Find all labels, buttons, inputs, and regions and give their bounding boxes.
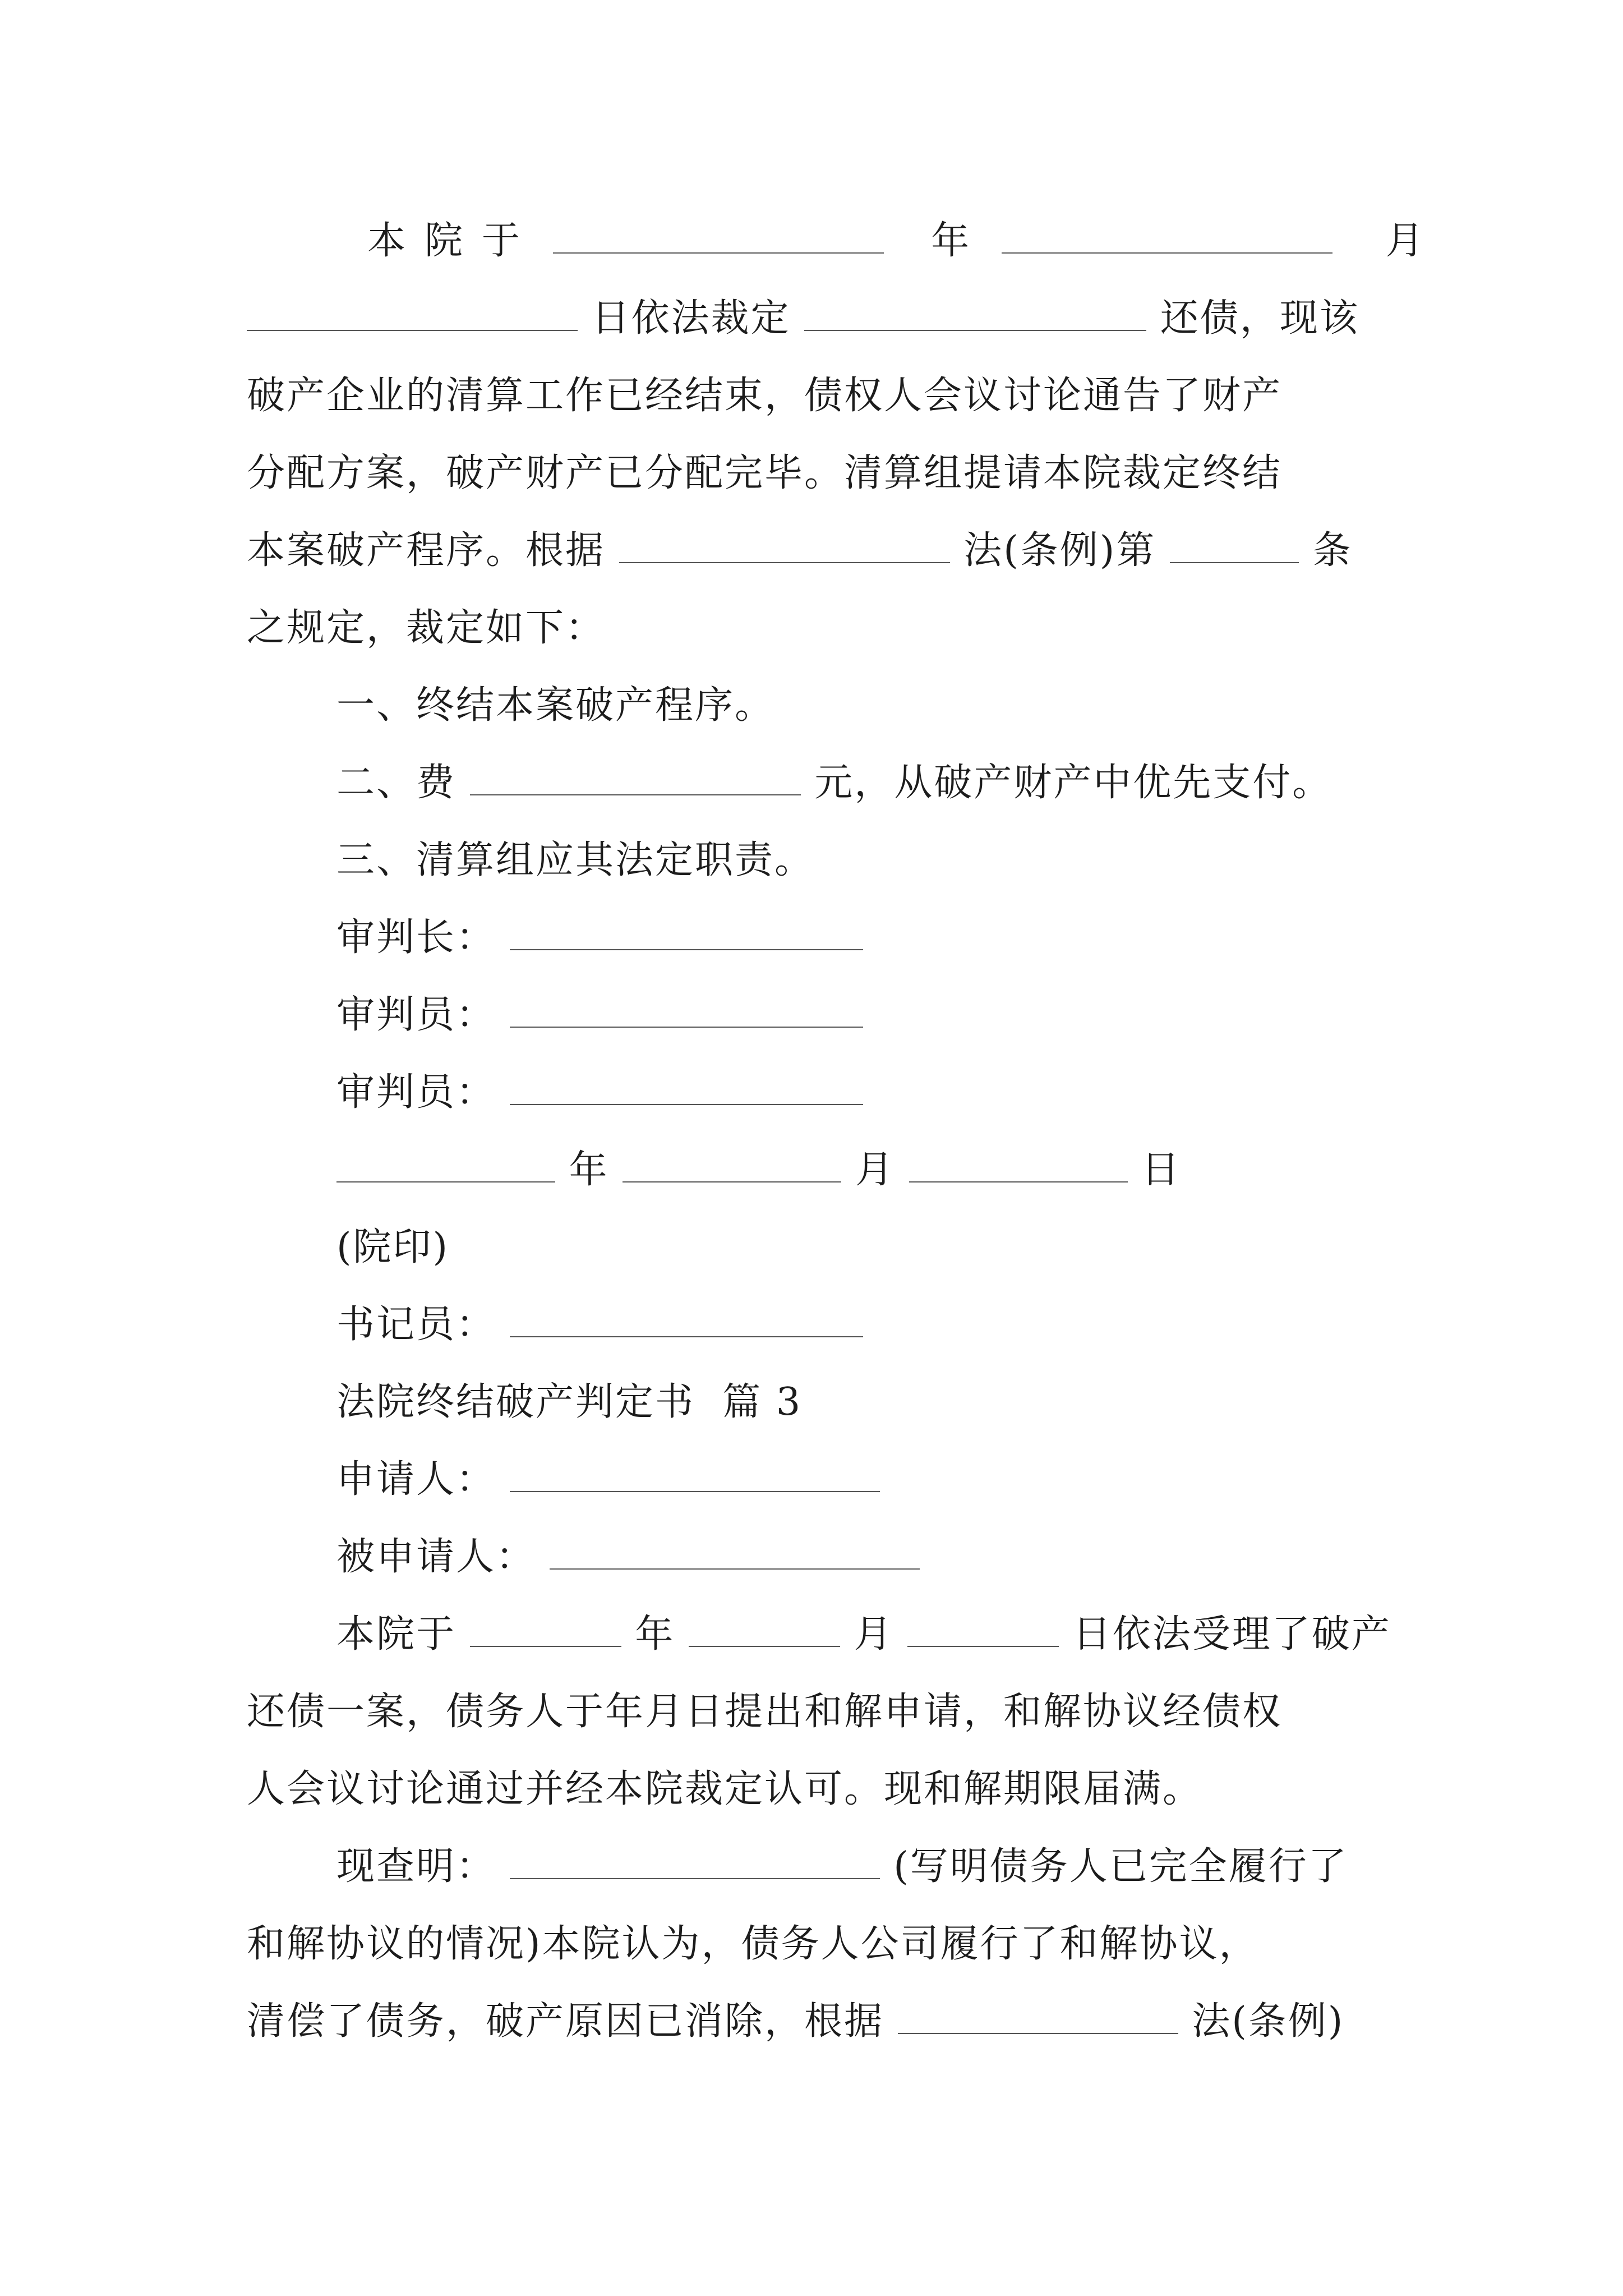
p2-line-3: 人会议讨论通过并经本院裁定认可。现和解期限届满。 (247, 1767, 1203, 1811)
month-field[interactable] (623, 1142, 841, 1182)
text: 清偿了债务，破产原因已消除，根据 (247, 1999, 884, 2044)
section-title: 法院终结破产判定书 篇 3 (336, 1380, 803, 1424)
blank-field[interactable] (898, 1994, 1178, 2034)
signature-field[interactable] (510, 1065, 863, 1105)
p2-line-1 (336, 1607, 1391, 1663)
ruling-item-1: 一、终结本案破产程序。 (336, 683, 775, 728)
findings-field[interactable] (510, 1839, 880, 1879)
label: 审判员： (336, 1070, 496, 1115)
p1-line-6: 之规定，裁定如下： (247, 606, 606, 650)
court-seal: (院印) (336, 1225, 450, 1269)
text: 条 (1312, 528, 1353, 573)
text: 月 (854, 1612, 894, 1657)
text: 年 (635, 1612, 675, 1657)
judge-line-1 (336, 987, 863, 1043)
p3-line-3 (247, 1994, 1344, 2050)
date-line (336, 1142, 1181, 1198)
blank-field[interactable] (470, 755, 801, 795)
applicant-line (336, 1452, 880, 1508)
blank-field[interactable] (553, 213, 884, 254)
text: 月 (855, 1148, 895, 1192)
ruling-item-3: 三、清算组应其法定职责。 (336, 838, 815, 882)
p1-line-2 (247, 291, 1359, 347)
blank-field[interactable] (1002, 213, 1332, 254)
p1-line-5 (247, 523, 1353, 579)
text: (写明债务人已完全履行了 (893, 1844, 1348, 1889)
ruling-item-2 (336, 755, 1332, 811)
p2-line-2: 还债一案，债务人于年月日提出和解申请，和解协议经债权 (247, 1690, 1283, 1734)
applicant-field[interactable] (510, 1452, 880, 1492)
text: 二、费 (336, 761, 457, 805)
text: 本院于 (367, 219, 540, 263)
label: 被申请人： (336, 1535, 536, 1579)
text: 日依法受理了破产 (1072, 1612, 1391, 1657)
month-field[interactable] (689, 1607, 840, 1647)
text: 现查明： (336, 1844, 496, 1889)
text: 年 (931, 219, 971, 263)
p1-line-4: 分配方案，破产财产已分配完毕。清算组提请本院裁定终结 (247, 451, 1283, 495)
year-field[interactable] (336, 1142, 555, 1182)
p3-line-1 (336, 1839, 1348, 1895)
signature-field[interactable] (510, 987, 863, 1028)
signature-field[interactable] (510, 1297, 863, 1337)
text: 日 (1141, 1148, 1182, 1192)
judge-line-2 (336, 1065, 863, 1121)
signature-field[interactable] (510, 910, 863, 950)
blank-field[interactable] (804, 291, 1146, 331)
text: 法(条例) (1192, 1999, 1345, 2044)
blank-field[interactable] (619, 523, 950, 563)
text: 还债，现该 (1160, 296, 1359, 341)
p1-line-3: 破产企业的清算工作已经结束，债权人会议讨论通告了财产 (247, 374, 1283, 418)
label: 申请人： (336, 1457, 496, 1502)
text: 年 (569, 1148, 609, 1192)
text: 日依法裁定 (591, 296, 791, 341)
text: 法(条例)第 (963, 528, 1156, 573)
year-field[interactable] (470, 1607, 621, 1647)
p3-line-2: 和解协议的情况)本院认为，债务人公司履行了和解协议， (247, 1922, 1259, 1966)
text: 本案破产程序。根据 (247, 528, 606, 573)
label: 审判员： (336, 993, 496, 1037)
day-field[interactable] (907, 1607, 1059, 1647)
text: 本院于 (336, 1612, 457, 1657)
label: 书记员： (336, 1303, 496, 1347)
respondent-field[interactable] (550, 1529, 920, 1570)
blank-field[interactable] (1170, 523, 1299, 563)
p1-line-1 (367, 213, 1426, 269)
judge-chief-line (336, 910, 863, 966)
clerk-line (336, 1297, 863, 1353)
day-field[interactable] (909, 1142, 1128, 1182)
text: 月 (1385, 219, 1426, 263)
text: 元，从破产财产中优先支付。 (814, 761, 1332, 805)
respondent-line (336, 1529, 920, 1585)
label: 审判长： (336, 915, 496, 960)
blank-field[interactable] (247, 291, 578, 331)
